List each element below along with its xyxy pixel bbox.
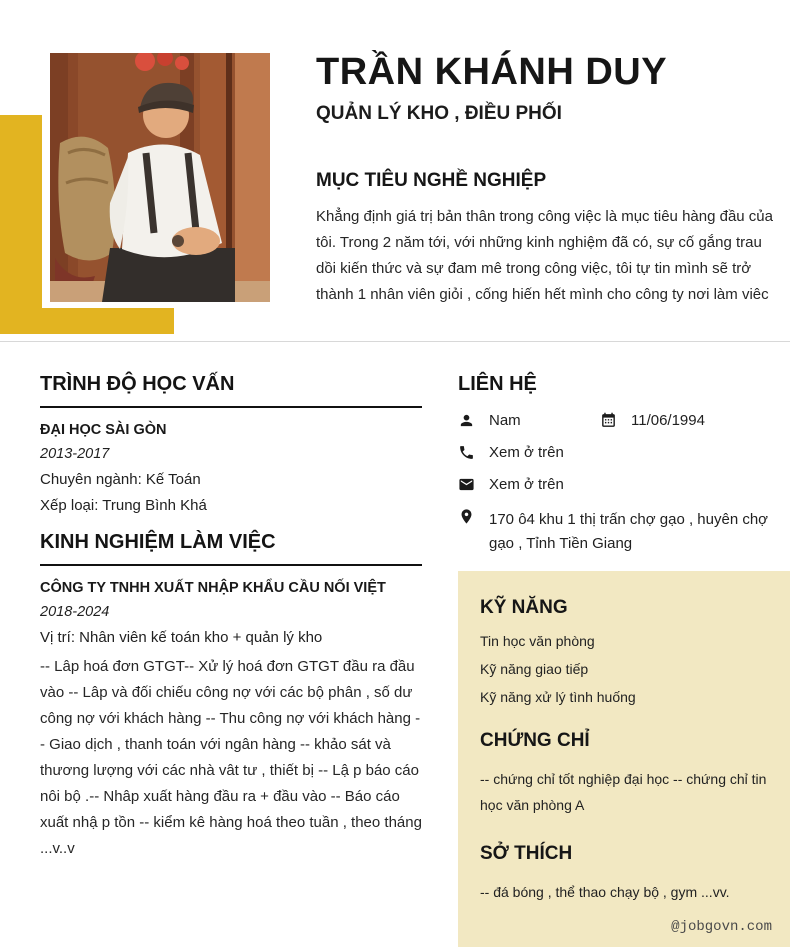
person-icon bbox=[458, 412, 475, 429]
experience-years: 2018-2024 bbox=[40, 604, 110, 620]
contact-row-phone bbox=[458, 444, 780, 462]
yellow-accent-bar-vertical bbox=[0, 115, 42, 334]
certificates-section bbox=[480, 729, 768, 818]
certificates-heading: CHỨNG CHỈ bbox=[480, 730, 590, 751]
objective-text: Khẳng định giá trị bản thân trong công việc là mục tiêu hàng đầu của tôi. Trong 2 năm tới, với những kinh nghiệm đã có, sự cố gắng trau dồi kiến thức và sự đam mê trong công việc, tôi tự tin mình sẽ trở thành 1 nhân viên giỏi , cống hiến hết mình cho công ty nơi làm viêc bbox=[316, 208, 773, 303]
skill-item: Kỹ năng giao tiếp bbox=[480, 661, 589, 677]
hobbies-text: -- đá bóng , thể thao chạy bộ , gym ...vv. bbox=[480, 884, 730, 900]
birthday-value: 11/06/1994 bbox=[631, 412, 705, 429]
hobbies-heading: SỞ THÍCH bbox=[480, 843, 573, 864]
education-major: Chuyên ngành: Kế Toán bbox=[40, 471, 201, 488]
contact-row-email bbox=[458, 476, 780, 494]
contact-column bbox=[458, 372, 780, 570]
watermark: @jobgovn.com bbox=[671, 919, 772, 935]
certificates-text: -- chứng chỉ tốt nghiệp đại học -- chứng chỉ tin học văn phòng A bbox=[480, 771, 767, 813]
phone-icon bbox=[458, 444, 475, 461]
calendar-icon bbox=[600, 412, 617, 429]
skills-sidebar bbox=[458, 571, 790, 947]
education-grade: Xếp loại: Trung Bình Khá bbox=[40, 497, 207, 514]
contact-heading: LIÊN HỆ bbox=[458, 373, 537, 395]
skills-heading: KỸ NĂNG bbox=[480, 597, 568, 618]
gender-pair bbox=[458, 412, 600, 430]
candidate-job-title: QUẢN LÝ KHO , ĐIỀU PHỐI bbox=[316, 103, 562, 124]
education-heading: TRÌNH ĐỘ HỌC VẤN bbox=[40, 372, 422, 408]
section-divider-line bbox=[0, 341, 790, 342]
birthday-pair bbox=[600, 412, 705, 430]
skill-item: Kỹ năng xử lý tình huống bbox=[480, 689, 636, 705]
experience-details: -- Lâp hoá đơn GTGT-- Xử lý hoá đơn GTGT đầu ra đầu vào -- Lâp và đối chiếu công nợ với các bộ phân , số dư công nợ với khách hàng -- Thu công nợ với khách hàng -- Giao dịch , thanh toán với ngân hàng -- khảo sát và thương lượng với các nhà vât tư , thiết bị -- Lậ p báo cáo nôi bộ .-- Nhâp xuất hàng đầu ra + đầu vào -- Báo cáo xuất nhậ p tồn -- kiểm kê hàng hoá theo tuần , theo tháng ...v..v bbox=[40, 658, 422, 857]
gender-value: Nam bbox=[489, 412, 521, 429]
phone-value: Xem ở trên bbox=[489, 444, 564, 461]
profile-photo bbox=[50, 53, 270, 302]
objective-heading: MỤC TIÊU NGHỀ NGHIỆP bbox=[316, 170, 547, 191]
contact-row-address bbox=[458, 508, 780, 556]
experience-company: CÔNG TY TNHH XUẤT NHẬP KHẨU CẦU NỐI VIỆT bbox=[40, 580, 386, 596]
education-years: 2013-2017 bbox=[40, 446, 110, 462]
address-value: 170 ô4 khu 1 thị trấn chợ gạo , huyên chợ gạo , Tỉnh Tiền Giang bbox=[489, 511, 769, 552]
education-school: ĐẠI HỌC SÀI GÒN bbox=[40, 422, 167, 438]
hobbies-section bbox=[480, 842, 768, 905]
left-column bbox=[40, 372, 422, 862]
envelope-icon bbox=[458, 476, 475, 493]
map-pin-icon bbox=[458, 508, 475, 525]
experience-position: Vị trí: Nhân viên kế toán kho + quản lý kho bbox=[40, 629, 323, 646]
experience-heading: KINH NGHIỆM LÀM VIỆC bbox=[40, 530, 422, 566]
skill-item: Tin học văn phòng bbox=[480, 633, 595, 649]
contact-row-gender-birthday bbox=[458, 412, 780, 430]
email-value: Xem ở trên bbox=[489, 476, 564, 493]
candidate-name: TRẦN KHÁNH DUY bbox=[316, 51, 668, 93]
contact-rows bbox=[458, 412, 780, 556]
yellow-accent-bar-horizontal bbox=[0, 308, 174, 334]
header-block bbox=[316, 50, 778, 308]
